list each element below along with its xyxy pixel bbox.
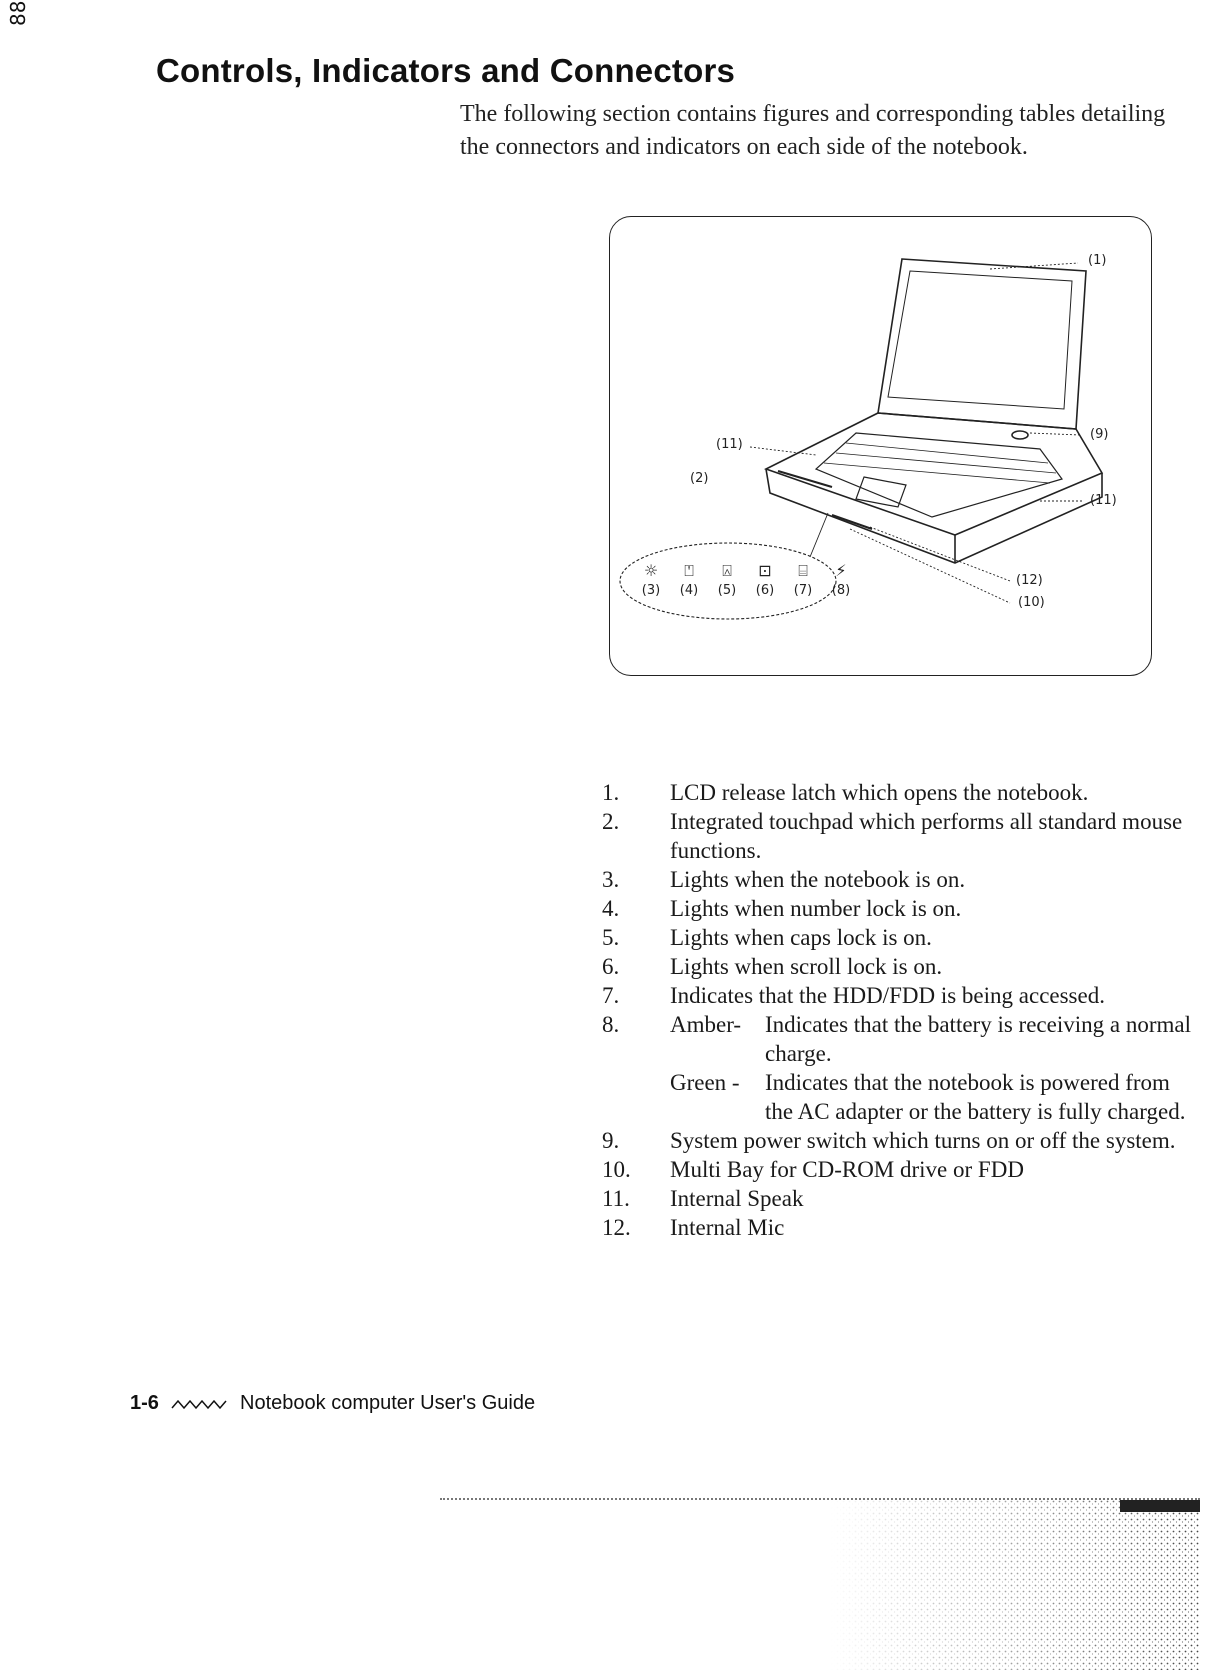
- list-item: 3. Lights when the notebook is on.: [602, 867, 966, 892]
- keyboard: [816, 433, 1062, 517]
- callout-12: (12): [1016, 573, 1043, 588]
- page-number: 1-6: [130, 1392, 159, 1414]
- amber-description: Amber- Indicates that the battery is receiving a normal charge.: [670, 1012, 1191, 1066]
- page-title: Controls, Indicators and Connectors: [156, 52, 736, 89]
- intro-paragraph: The following section contains figures and corresponding tables detailing the connectors and indicators on each side of the notebook.: [460, 101, 1166, 160]
- list-item: 1. LCD release latch which opens the notebook.: [602, 780, 1089, 805]
- list-item: 9. System power switch which turns on or off the system.: [602, 1128, 1176, 1153]
- list-item: 12. Internal Mic: [602, 1215, 785, 1240]
- scroll-lock-icon: ⊡: [758, 561, 772, 580]
- page-footer: [130, 1392, 535, 1415]
- callout-11-right: (11): [1090, 493, 1117, 508]
- list-item: 11. Internal Speak: [602, 1186, 804, 1211]
- led-num-lock: ⍞ (4): [672, 561, 706, 601]
- led-power: ☼ (3): [634, 561, 668, 601]
- power-switch: [1012, 431, 1028, 439]
- callout-10: (10): [1018, 595, 1045, 610]
- led-battery: ⚡ (8): [824, 561, 858, 601]
- notebook-figure: [609, 216, 1152, 676]
- list-item-battery-led: 8. Amber- Indicates that the battery is receiving a normal charge. Green - Indicates that the notebook is powered from the AC adapter or the battery is fully charged.: [602, 1012, 1191, 1124]
- zigzag-ornament-icon: [170, 1398, 228, 1410]
- callout-11-left: (11): [716, 437, 743, 452]
- led-caps-lock: ⍓ (5): [710, 561, 744, 601]
- green-description: Green - Indicates that the notebook is powered from the AC adapter or the battery is fully charged.: [670, 1070, 1186, 1124]
- num-lock-icon: ⍞: [684, 561, 694, 580]
- disk-access-icon: ⌸: [798, 561, 808, 580]
- led-disk-access: ⌸ (7): [786, 561, 820, 601]
- list-item: 10. Multi Bay for CD-ROM drive or FDD: [602, 1157, 1024, 1182]
- corner-page-mark: 88: [6, 0, 30, 26]
- multi-bay: [832, 515, 872, 529]
- led-scroll-lock: ⊡ (6): [748, 561, 782, 601]
- led-strip: [778, 471, 832, 487]
- power-led-icon: ☼: [643, 561, 659, 580]
- callout-9: (9): [1090, 427, 1109, 442]
- battery-charge-icon: ⚡: [835, 561, 847, 580]
- list-item: 5. Lights when caps lock is on.: [602, 925, 932, 950]
- callout-1: (1): [1088, 253, 1107, 268]
- callout-2: (2): [690, 471, 709, 486]
- guide-title: Notebook computer User's Guide: [240, 1392, 536, 1414]
- list-item: 2. Integrated touchpad which performs all standard mouse functions.: [602, 809, 1183, 863]
- led-indicator-row: [634, 561, 874, 621]
- component-list: [602, 778, 1192, 1242]
- caps-lock-icon: ⍓: [722, 561, 732, 580]
- list-item: 7. Indicates that the HDD/FDD is being accessed.: [602, 983, 1105, 1008]
- list-item: 4. Lights when number lock is on.: [602, 896, 962, 921]
- scan-speckle-decoration: [830, 1500, 1200, 1670]
- list-item: 6. Lights when scroll lock is on.: [602, 954, 943, 979]
- lcd-screen: [888, 271, 1072, 409]
